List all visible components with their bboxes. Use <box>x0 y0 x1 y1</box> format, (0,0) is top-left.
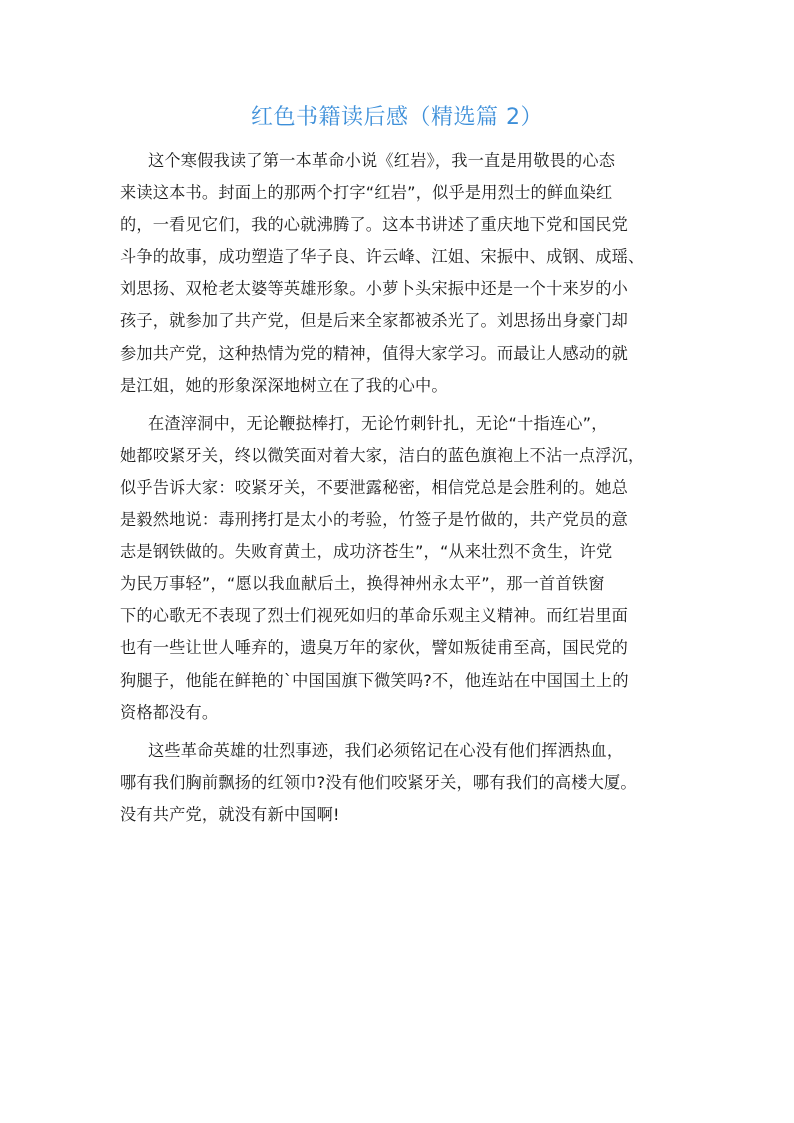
document-body <box>120 145 676 837</box>
text-line: 是江姐，她的形象深深地树立在了我的心中。 <box>120 375 448 395</box>
text-line: 没有共产党，就没有新中国啊! <box>120 804 340 824</box>
text-line: 是毅然地说：毒刑拷打是太小的考验，竹签子是竹做的，共产党员的意 <box>120 510 629 530</box>
text-line: 孩子，就参加了共产党，但是后来全家都被杀光了。刘思扬出身豪门却 <box>120 311 629 331</box>
text-line: 似乎告诉大家：咬紧牙关，不要泄露秘密，相信党总是会胜利的。她总 <box>120 477 629 497</box>
text-line: 的，一看见它们，我的心就沸腾了。这本书讲述了重庆地下党和国民党 <box>120 215 629 235</box>
text-line: 参加共产党，这种热情为党的精神，值得大家学习。而最让人感动的就 <box>120 343 629 363</box>
paragraph <box>120 145 676 402</box>
text-line: 下的心歌无不表现了烈士们视死如归的革命乐观主义精神。而红岩里面 <box>120 606 629 626</box>
text-line: 刘思扬、双枪老太婆等英雄形象。小萝卜头宋振中还是一个十来岁的小 <box>120 279 629 299</box>
text-line: 她都咬紧牙关，终以微笑面对着大家，洁白的蓝色旗袍上不沾一点浮沉， <box>120 445 645 465</box>
text-line: 狗腿子，他能在鲜艳的`中国国旗下微笑吗?不，他连站在中国国土上的 <box>120 670 629 690</box>
text-line: 这个寒假我读了第一本革命小说《红岩》，我一直是用敬畏的心态 <box>148 151 616 170</box>
text-line: 志是钢铁做的。失败育黄土，成功济苍生”，“从来壮烈不贪生，许党 <box>120 542 613 562</box>
text-line: 来读这本书。封面上的那两个打字“红岩”，似乎是用烈士的鲜血染红 <box>120 183 613 203</box>
paragraph <box>120 408 676 729</box>
text-line: 这些革命英雄的壮烈事迹，我们必须铭记在心没有他们挥洒热血， <box>148 740 624 760</box>
text-line: 在渣滓洞中，无论鞭挞棒打，无论竹刺针扎，无论“十指连心”， <box>148 413 608 433</box>
text-line: 资格都没有。 <box>120 702 219 722</box>
text-line: 为民万事轻”，“愿以我血献后土，换得神州永太平”，那一首首铁窗 <box>120 574 605 594</box>
text-line: 也有一些让世人唾弃的，遗臭万年的家伙，譬如叛徒甫至高，国民党的 <box>120 638 629 658</box>
text-line: 哪有我们胸前飘扬的红领巾?没有他们咬紧牙关，哪有我们的高楼大厦。 <box>120 772 637 792</box>
text-line: 斗争的故事，成功塑造了华子良、许云峰、江姐、宋振中、成钢、成瑶、 <box>120 247 645 267</box>
paragraph <box>120 735 676 831</box>
document-title: 红色书籍读后感（精选篇 2） <box>251 105 543 130</box>
